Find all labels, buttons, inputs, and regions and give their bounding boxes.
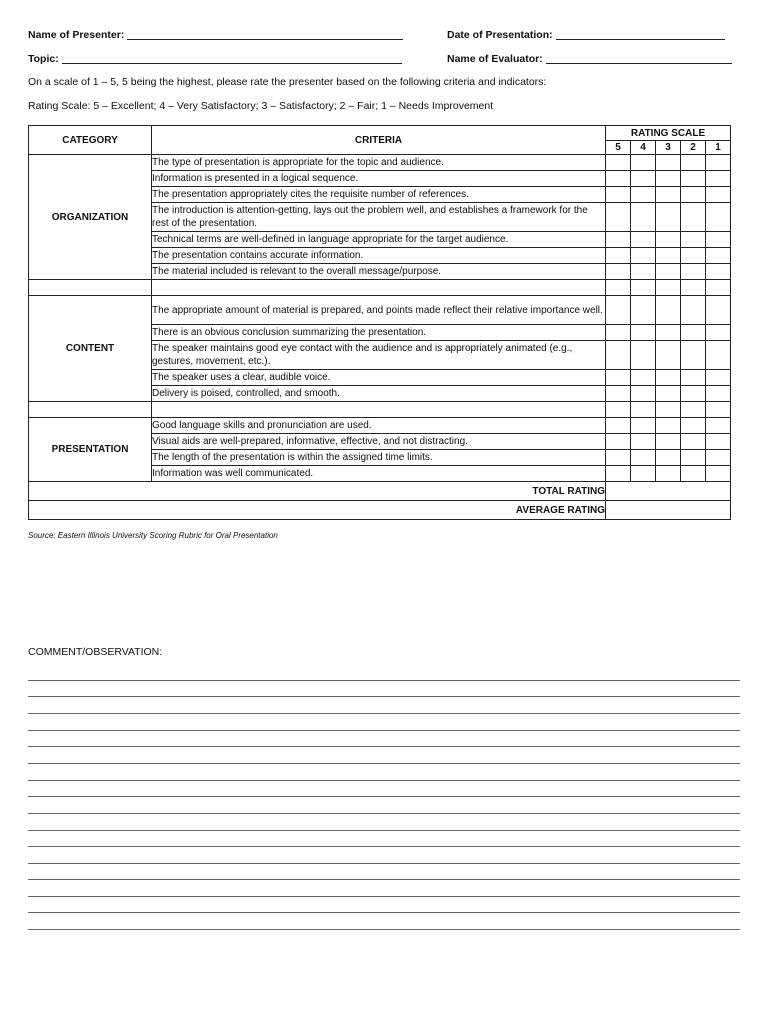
rating-cell[interactable] <box>631 434 656 450</box>
rating-cell[interactable] <box>606 341 631 370</box>
rating-cell[interactable] <box>681 280 706 296</box>
table-row <box>29 418 731 434</box>
rating-cell[interactable] <box>606 386 631 402</box>
rating-cell[interactable] <box>706 325 731 341</box>
rating-cell[interactable] <box>706 296 731 325</box>
topic-field <box>28 52 402 65</box>
average-row <box>29 501 731 520</box>
criteria-cell: Delivery is poised, controlled, and smooth. <box>152 386 606 402</box>
rating-cell[interactable] <box>631 280 656 296</box>
rating-cell[interactable] <box>631 402 656 418</box>
rating-cell[interactable] <box>656 370 681 386</box>
rating-cell[interactable] <box>631 155 656 171</box>
spacer-cell <box>29 402 152 418</box>
presenter-field <box>28 28 403 41</box>
comment-line[interactable] <box>28 929 740 930</box>
instruction-text: On a scale of 1 – 5, 5 being the highest, please rate the presenter based on the following criteria and indicators: <box>28 76 547 88</box>
rubric-table <box>28 125 731 520</box>
rating-cell[interactable] <box>656 450 681 466</box>
criteria-cell: The speaker maintains good eye contact with the audience and is appropriately animated (e.g., gestures, movement, etc.). <box>152 341 606 370</box>
criteria-cell: The length of the presentation is within the assigned time limits. <box>152 450 606 466</box>
rating-cell[interactable] <box>631 341 656 370</box>
rating-cell[interactable] <box>681 450 706 466</box>
scale-4-header: 4 <box>631 141 656 155</box>
criteria-cell: The introduction is attention-getting, lays out the problem well, and establishes a framework for the rest of the presentation. <box>152 203 606 232</box>
rating-cell[interactable] <box>706 434 731 450</box>
total-rating-label: TOTAL RATING <box>29 482 606 501</box>
rating-cell[interactable] <box>606 264 631 280</box>
rating-scale-text: Rating Scale: 5 – Excellent; 4 – Very Satisfactory; 3 – Satisfactory; 2 – Fair; 1 – Needs Improvement <box>28 100 494 112</box>
spacer-cell <box>152 280 606 296</box>
rating-cell[interactable] <box>631 296 656 325</box>
rating-cell[interactable] <box>681 325 706 341</box>
rating-cell[interactable] <box>681 386 706 402</box>
scale-1-header: 1 <box>706 141 731 155</box>
rating-cell[interactable] <box>681 434 706 450</box>
topic-label: Topic: <box>28 53 59 65</box>
rating-cell[interactable] <box>631 232 656 248</box>
comment-line[interactable] <box>28 879 740 880</box>
rating-cell[interactable] <box>681 466 706 482</box>
criteria-cell: Good language skills and pronunciation are used. <box>152 418 606 434</box>
category-header: CATEGORY <box>29 126 152 155</box>
evaluator-label: Name of Evaluator: <box>447 53 543 65</box>
date-field <box>447 28 725 41</box>
rating-cell[interactable] <box>606 370 631 386</box>
scale-2-header: 2 <box>681 141 706 155</box>
rating-cell[interactable] <box>606 248 631 264</box>
rating-cell[interactable] <box>656 386 681 402</box>
rating-cell[interactable] <box>706 280 731 296</box>
comment-line[interactable] <box>28 830 740 831</box>
presenter-label: Name of Presenter: <box>28 29 125 41</box>
criteria-cell: There is an obvious conclusion summarizing the presentation. <box>152 325 606 341</box>
rating-cell[interactable] <box>656 466 681 482</box>
rating-cell[interactable] <box>631 370 656 386</box>
rating-cell[interactable] <box>706 466 731 482</box>
evaluator-field <box>447 52 732 65</box>
rating-cell[interactable] <box>706 386 731 402</box>
rating-cell[interactable] <box>681 341 706 370</box>
comment-line[interactable] <box>28 846 740 847</box>
rating-cell[interactable] <box>631 450 656 466</box>
rating-cell[interactable] <box>656 418 681 434</box>
rating-cell[interactable] <box>656 171 681 187</box>
scale-5-header: 5 <box>606 141 631 155</box>
rating-cell[interactable] <box>706 450 731 466</box>
rating-scale-header: RATING SCALE <box>606 126 731 141</box>
criteria-cell: The material included is relevant to the overall message/purpose. <box>152 264 606 280</box>
rating-cell[interactable] <box>606 187 631 203</box>
rating-cell[interactable] <box>631 187 656 203</box>
rating-cell[interactable] <box>681 418 706 434</box>
rating-cell[interactable] <box>606 450 631 466</box>
rating-cell[interactable] <box>606 232 631 248</box>
criteria-header: CRITERIA <box>152 126 606 155</box>
criteria-cell: Information was well communicated. <box>152 466 606 482</box>
category-content: CONTENT <box>29 296 152 402</box>
rating-cell[interactable] <box>656 264 681 280</box>
rating-cell[interactable] <box>706 402 731 418</box>
rating-cell[interactable] <box>681 248 706 264</box>
rating-cell[interactable] <box>706 203 731 232</box>
rating-cell[interactable] <box>681 187 706 203</box>
rating-cell[interactable] <box>656 232 681 248</box>
category-organization: ORGANIZATION <box>29 155 152 280</box>
rating-cell[interactable] <box>681 232 706 248</box>
criteria-cell: The type of presentation is appropriate for the topic and audience. <box>152 155 606 171</box>
rating-cell[interactable] <box>631 171 656 187</box>
comment-line[interactable] <box>28 912 740 913</box>
comment-line[interactable] <box>28 863 740 864</box>
average-rating-label: AVERAGE RATING <box>29 501 606 520</box>
rating-cell[interactable] <box>606 402 631 418</box>
rating-cell[interactable] <box>706 155 731 171</box>
scale-3-header: 3 <box>656 141 681 155</box>
spacer-row <box>29 402 731 418</box>
rating-cell[interactable] <box>606 466 631 482</box>
rating-cell[interactable] <box>706 264 731 280</box>
comment-line[interactable] <box>28 763 740 764</box>
rating-cell[interactable] <box>681 171 706 187</box>
rating-cell[interactable] <box>606 155 631 171</box>
criteria-cell: The presentation appropriately cites the requisite number of references. <box>152 187 606 203</box>
date-label: Date of Presentation: <box>447 29 553 41</box>
rating-cell[interactable] <box>631 264 656 280</box>
date-blank[interactable] <box>556 28 725 40</box>
comment-line[interactable] <box>28 696 740 697</box>
comment-line[interactable] <box>28 746 740 747</box>
criteria-cell: The speaker uses a clear, audible voice. <box>152 370 606 386</box>
spacer-row <box>29 280 731 296</box>
total-rating-value[interactable] <box>606 482 731 501</box>
rating-cell[interactable] <box>606 296 631 325</box>
rating-cell[interactable] <box>631 418 656 434</box>
rating-cell[interactable] <box>706 418 731 434</box>
rating-cell[interactable] <box>706 248 731 264</box>
rating-cell[interactable] <box>656 280 681 296</box>
rating-cell[interactable] <box>631 203 656 232</box>
table-row <box>29 155 731 171</box>
rating-cell[interactable] <box>706 370 731 386</box>
rating-cell[interactable] <box>706 341 731 370</box>
rating-cell[interactable] <box>606 280 631 296</box>
category-presentation: PRESENTATION <box>29 418 152 482</box>
rating-cell[interactable] <box>706 187 731 203</box>
criteria-cell: Information is presented in a logical sequence. <box>152 171 606 187</box>
rating-cell[interactable] <box>681 155 706 171</box>
rating-cell[interactable] <box>706 171 731 187</box>
comment-line[interactable] <box>28 796 740 797</box>
comment-line[interactable] <box>28 780 740 781</box>
rating-cell[interactable] <box>656 296 681 325</box>
rating-cell[interactable] <box>606 203 631 232</box>
rating-cell[interactable] <box>656 248 681 264</box>
rating-cell[interactable] <box>681 402 706 418</box>
rating-cell[interactable] <box>656 325 681 341</box>
rating-cell[interactable] <box>706 232 731 248</box>
average-rating-value[interactable] <box>606 501 731 520</box>
rating-cell[interactable] <box>681 203 706 232</box>
comment-line[interactable] <box>28 713 740 714</box>
rating-cell[interactable] <box>656 155 681 171</box>
rating-cell[interactable] <box>681 296 706 325</box>
comment-line[interactable] <box>28 896 740 897</box>
spacer-cell <box>29 280 152 296</box>
criteria-cell: Visual aids are well-prepared, informative, effective, and not distracting. <box>152 434 606 450</box>
evaluator-blank[interactable] <box>546 52 732 64</box>
criteria-cell: Technical terms are well-defined in language appropriate for the target audience. <box>152 232 606 248</box>
presenter-blank[interactable] <box>127 28 403 40</box>
comment-line[interactable] <box>28 813 740 814</box>
rating-cell[interactable] <box>631 386 656 402</box>
rating-cell[interactable] <box>606 418 631 434</box>
total-row <box>29 482 731 501</box>
comment-line[interactable] <box>28 680 740 681</box>
criteria-cell: The presentation contains accurate information. <box>152 248 606 264</box>
comment-label: COMMENT/OBSERVATION: <box>28 646 163 658</box>
rating-cell[interactable] <box>631 325 656 341</box>
table-row <box>29 296 731 325</box>
rating-cell[interactable] <box>606 171 631 187</box>
rating-cell[interactable] <box>681 264 706 280</box>
rating-cell[interactable] <box>606 325 631 341</box>
criteria-cell: The appropriate amount of material is prepared, and points made reflect their relative importance well. <box>152 296 606 325</box>
spacer-cell <box>152 402 606 418</box>
rating-cell[interactable] <box>656 187 681 203</box>
rating-cell[interactable] <box>656 434 681 450</box>
rating-cell[interactable] <box>681 370 706 386</box>
rating-cell[interactable] <box>631 466 656 482</box>
comment-line[interactable] <box>28 730 740 731</box>
source-note: Source: Eastern Illinois University Scoring Rubric for Oral Presentation <box>28 531 278 540</box>
rating-cell[interactable] <box>656 402 681 418</box>
topic-blank[interactable] <box>62 52 402 64</box>
rating-cell[interactable] <box>631 248 656 264</box>
rating-cell[interactable] <box>656 203 681 232</box>
rating-cell[interactable] <box>656 341 681 370</box>
rating-cell[interactable] <box>606 434 631 450</box>
